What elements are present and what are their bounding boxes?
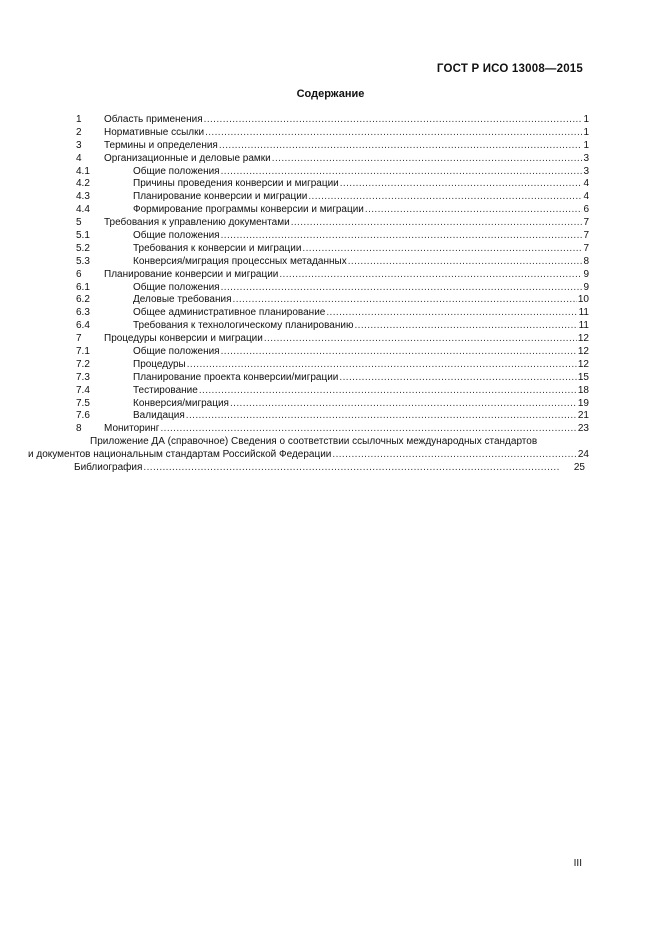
toc-entry — [74, 166, 589, 179]
toc-entry-label: Общие положения — [133, 165, 220, 177]
toc-entries — [74, 114, 589, 436]
toc-entry-number: 7.2 — [76, 358, 90, 370]
toc-entry-label: Планирование конверсии и миграции — [104, 268, 279, 280]
toc-leader-dots — [186, 410, 577, 423]
toc-entry — [74, 410, 589, 423]
toc-entry — [74, 204, 589, 217]
toc-entry — [74, 307, 589, 320]
toc-entry-number: 5.1 — [76, 230, 90, 242]
toc-leader-dots — [365, 204, 582, 217]
toc-entry — [74, 385, 589, 398]
toc-entry — [74, 243, 589, 256]
toc-entry-label: Нормативные ссылки — [104, 126, 205, 138]
toc-entry-page: 7 — [583, 217, 589, 229]
toc-entry-number: 1 — [76, 114, 82, 125]
toc-leader-dots — [204, 114, 582, 127]
toc-appendix-line1: Приложение ДА (справочное) Сведения о соответствии ссылочных международных стандартов — [90, 436, 538, 448]
toc-entry-page: 11 — [578, 307, 589, 319]
toc-entry-label: Планирование конверсии и миграции — [133, 191, 308, 203]
toc-leader-dots — [339, 372, 576, 385]
toc-entry-label: Формирование программы конверсии и миграции — [133, 204, 364, 216]
toc-appendix-page: 24 — [577, 449, 589, 461]
toc-entry-number: 5 — [76, 217, 82, 229]
toc-entry-page: 4 — [583, 178, 589, 190]
toc-entry — [74, 191, 589, 204]
toc-leader-dots — [291, 217, 582, 230]
toc-entry — [74, 346, 589, 359]
table-of-contents — [28, 114, 589, 475]
toc-entry-page: 1 — [583, 139, 589, 151]
toc-entry-number: 7.6 — [76, 410, 90, 422]
toc-entry — [74, 178, 589, 191]
toc-entry-page: 4 — [583, 191, 589, 203]
toc-entry-label: Конверсия/миграция процессных метаданных — [133, 255, 347, 267]
toc-entry-page: 9 — [583, 281, 589, 293]
toc-entry-label: Причины проведения конверсии и миграции — [133, 178, 339, 190]
toc-bibliography — [74, 462, 585, 475]
toc-entry-number: 4.2 — [76, 178, 90, 190]
toc-leader-dots — [199, 385, 577, 398]
toc-entry-number: 7.3 — [76, 371, 90, 383]
toc-entry-label: Общие положения — [133, 346, 220, 358]
toc-entry-page: 7 — [583, 230, 589, 242]
toc-entry-page: 11 — [578, 320, 589, 332]
toc-leader-dots — [160, 423, 576, 436]
toc-leader-dots — [205, 127, 582, 140]
toc-entry — [74, 372, 589, 385]
toc-entry-page: 12 — [577, 358, 589, 370]
toc-leader-dots — [308, 191, 582, 204]
toc-entry — [74, 114, 589, 127]
toc-entry-page: 15 — [577, 371, 589, 383]
toc-entry-page: 19 — [577, 397, 589, 409]
toc-bibliography-page: 25 — [573, 462, 585, 474]
toc-entry-page: 12 — [577, 346, 589, 358]
toc-leader-dots — [230, 398, 577, 411]
toc-entry-label: Требования к технологическому планированию — [133, 320, 354, 332]
toc-entry-label: Деловые требования — [133, 294, 232, 306]
toc-leader-dots — [264, 333, 577, 346]
toc-entry — [74, 398, 589, 411]
toc-entry — [74, 294, 589, 307]
toc-leader-dots — [348, 256, 582, 269]
toc-entry-number: 6 — [76, 268, 82, 280]
toc-entry-label: Организационные и деловые рамки — [104, 152, 271, 164]
toc-entry-page: 23 — [577, 423, 589, 435]
toc-entry-page: 3 — [583, 165, 589, 177]
toc-entry-number: 7.5 — [76, 397, 90, 409]
toc-leader-dots — [332, 449, 576, 462]
toc-entry-label: Валидация — [133, 410, 185, 422]
toc-leader-dots — [279, 269, 582, 282]
toc-entry-page: 12 — [577, 333, 589, 345]
toc-entry — [74, 320, 589, 333]
toc-entry-number: 7 — [76, 333, 82, 345]
toc-entry-page: 7 — [583, 242, 589, 254]
toc-bibliography-label: Библиография — [74, 462, 143, 474]
toc-entry-page: 8 — [583, 255, 589, 267]
toc-entry-page: 10 — [577, 294, 589, 306]
toc-entry-label: Тестирование — [133, 384, 198, 396]
toc-entry-number: 6.4 — [76, 320, 90, 332]
toc-leader-dots — [302, 243, 582, 256]
toc-entry-label: Требования к конверсии и миграции — [133, 242, 302, 254]
toc-leader-dots — [221, 166, 582, 179]
toc-entry-page: 21 — [577, 410, 589, 422]
toc-entry-number: 4.4 — [76, 204, 90, 216]
toc-appendix — [28, 436, 589, 462]
toc-entry — [74, 423, 589, 436]
toc-entry — [74, 140, 589, 153]
toc-entry-number: 3 — [76, 139, 82, 151]
toc-entry-number: 5.3 — [76, 255, 90, 267]
toc-entry-number: 8 — [76, 423, 82, 435]
toc-leader-dots — [340, 178, 582, 191]
toc-leader-dots — [187, 359, 577, 372]
toc-entry — [74, 127, 589, 140]
toc-leader-dots — [326, 307, 577, 320]
toc-entry-label: Мониторинг — [104, 423, 160, 435]
toc-leader-dots — [272, 153, 582, 166]
toc-entry-label: Область применения — [104, 114, 203, 125]
toc-entry-label: Процедуры — [133, 358, 186, 370]
toc-leader-dots — [221, 230, 582, 243]
toc-entry-page: 6 — [583, 204, 589, 216]
toc-entry-label: Общие положения — [133, 281, 220, 293]
toc-entry-number: 6.2 — [76, 294, 90, 306]
toc-entry-number: 2 — [76, 126, 82, 138]
toc-entry-label: Общие положения — [133, 230, 220, 242]
toc-title: Содержание — [296, 88, 365, 100]
toc-leader-dots — [233, 294, 577, 307]
toc-entry-label: Конверсия/миграция — [133, 397, 229, 409]
toc-entry-label: Процедуры конверсии и миграции — [104, 333, 263, 345]
toc-entry-label: Общее административное планирование — [133, 307, 326, 319]
toc-leader-dots — [221, 346, 577, 359]
page-number: III — [573, 858, 582, 869]
toc-entry-label: Требования к управлению документами — [104, 217, 290, 229]
toc-appendix-line2: и документов национальным стандартам Российской Федерации — [28, 449, 332, 461]
toc-entry — [74, 153, 589, 166]
document-header: ГОСТ Р ИСО 13008—2015 — [436, 63, 583, 75]
toc-entry — [74, 230, 589, 243]
toc-entry-number: 7.1 — [76, 346, 90, 358]
toc-leader-dots — [143, 462, 559, 475]
toc-leader-dots — [354, 320, 577, 333]
toc-entry-number: 4 — [76, 152, 82, 164]
toc-leader-dots — [221, 282, 582, 295]
toc-entry-page: 9 — [583, 268, 589, 280]
toc-entry-number: 6.1 — [76, 281, 90, 293]
toc-entry — [74, 269, 589, 282]
toc-entry-label: Термины и определения — [104, 139, 218, 151]
toc-entry-label: Планирование проекта конверсии/миграции — [133, 371, 339, 383]
toc-entry-page: 1 — [583, 114, 589, 125]
toc-entry — [74, 359, 589, 372]
toc-entry-number: 6.3 — [76, 307, 90, 319]
toc-entry-number: 5.2 — [76, 242, 90, 254]
toc-entry — [74, 256, 589, 269]
toc-leader-dots — [219, 140, 582, 153]
toc-entry-page: 1 — [583, 126, 589, 138]
toc-entry-page: 18 — [577, 384, 589, 396]
toc-entry — [74, 217, 589, 230]
toc-entry-number: 7.4 — [76, 384, 90, 396]
toc-entry-number: 4.3 — [76, 191, 90, 203]
toc-entry — [74, 282, 589, 295]
toc-entry — [74, 333, 589, 346]
toc-entry-page: 3 — [583, 152, 589, 164]
toc-entry-number: 4.1 — [76, 165, 90, 177]
